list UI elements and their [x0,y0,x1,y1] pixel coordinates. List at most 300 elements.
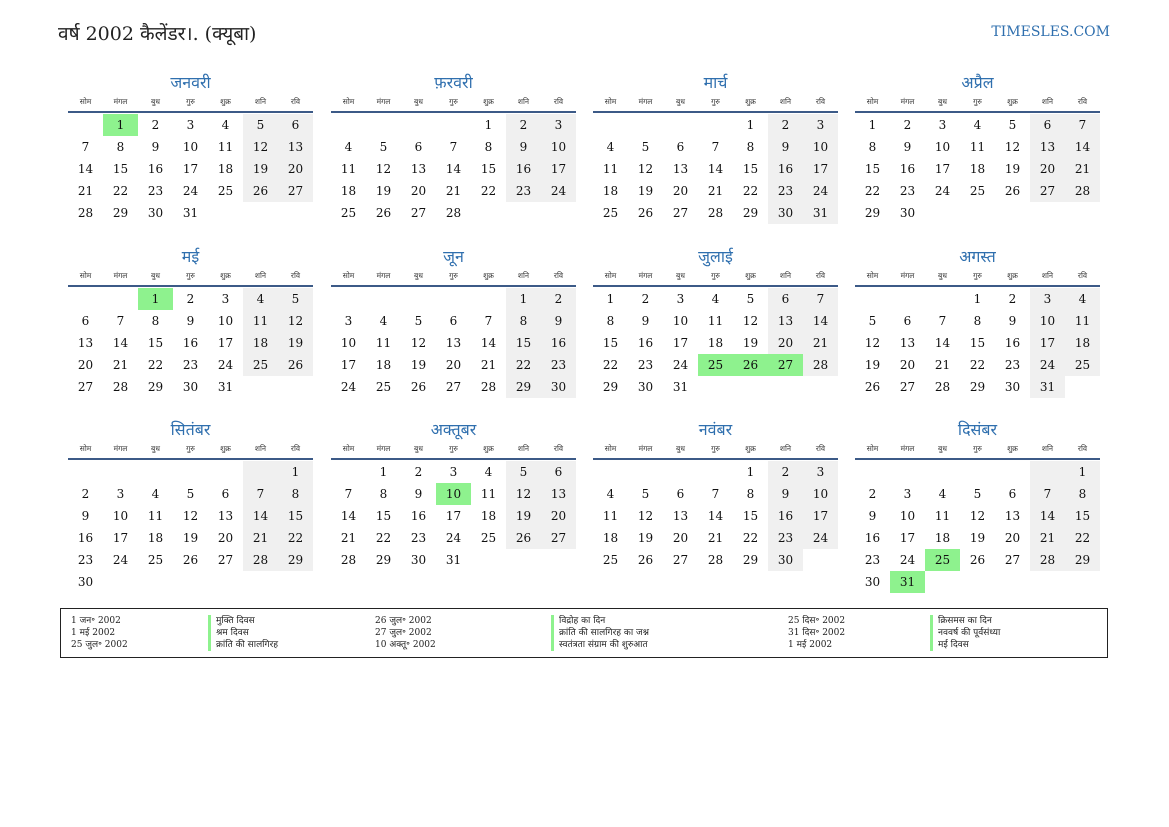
day-grid [593,461,838,571]
day-cell: 9 [768,136,803,158]
day-cell: 14 [480,336,497,350]
day-cell: 23 [77,553,94,567]
day-cell: 28 [1030,549,1065,571]
empty-cell [593,114,628,136]
empty-cell [995,461,1030,483]
day-cell: 14 [934,336,951,350]
weekday-label: रवि [1077,271,1088,280]
empty-cell [436,114,471,136]
weekday-label: मंगल [113,97,128,106]
weekday-label: बुध [938,271,947,280]
day-cell: 10 [217,314,234,328]
day-cell: 16 [506,158,541,180]
day-cell: 15 [480,162,497,176]
empty-cell [1065,571,1100,593]
legend-holiday-name: क्रांति की सालगिरह का जश्न [551,627,649,639]
day-cell: 14 [803,310,838,332]
day-cell: 20 [1004,531,1021,545]
weekday-label: शुक्र [483,97,494,106]
legend-date: 31 दिस॰ 2002 [788,628,846,638]
day-cell: 19 [742,336,759,350]
day-cell: 29 [864,206,881,220]
day-cell: 21 [707,531,724,545]
weekday-label: गुरु [449,271,458,280]
weekday-header [593,270,838,287]
weekday-header [68,96,313,113]
day-cell: 25 [969,184,986,198]
day-cell: 30 [768,549,803,571]
day-cell: 31 [182,206,199,220]
weekday-label: सोम [79,97,92,106]
day-cell: 12 [742,314,759,328]
weekday-label: बुध [151,271,160,280]
day-cell: 3 [449,465,458,479]
empty-cell [995,202,1030,224]
legend-date: 1 मई 2002 [788,640,833,650]
empty-cell [506,202,541,224]
day-cell: 9 [186,314,195,328]
empty-cell [103,461,138,483]
empty-cell [803,376,838,398]
day-cell: 15 [375,509,392,523]
day-cell: 21 [480,358,497,372]
day-cell: 26 [506,527,541,549]
day-cell: 15 [1065,505,1100,527]
weekday-label: बुध [151,444,160,453]
day-cell: 27 [1004,553,1021,567]
day-cell: 2 [868,487,877,501]
day-cell: 7 [484,314,493,328]
day-cell: 18 [969,162,986,176]
day-cell: 24 [340,380,357,394]
day-cell: 15 [969,336,986,350]
weekday-label: बुध [414,444,423,453]
legend-date: 27 जुल॰ 2002 [375,628,432,638]
day-cell: 2 [81,487,90,501]
day-cell: 29 [969,380,986,394]
holiday-legend [60,608,1108,658]
weekday-label: मंगल [900,444,915,453]
weekday-label: बुध [676,444,685,453]
day-cell: 20 [672,531,689,545]
weekday-label: गुरु [449,97,458,106]
month-block [593,419,838,571]
day-cell: 19 [410,358,427,372]
day-cell: 19 [1004,162,1021,176]
day-cell: 12 [637,162,654,176]
empty-cell [890,461,925,483]
day-cell: 27 [410,206,427,220]
day-cell: 27 [445,380,462,394]
day-cell: 18 [707,336,724,350]
weekday-label: मंगल [113,444,128,453]
month-block [855,246,1100,398]
empty-cell [960,461,995,483]
day-cell: 8 [151,314,160,328]
weekday-label: शनि [517,444,530,453]
month-name: सितंबर [170,420,211,439]
day-cell: 13 [445,336,462,350]
weekday-label: सोम [866,444,879,453]
day-cell: 11 [602,509,619,523]
day-cell: 19 [506,505,541,527]
day-cell: 25 [243,354,278,376]
weekday-header [68,270,313,287]
day-grid [855,288,1100,398]
day-cell: 19 [969,531,986,545]
month-block [68,419,313,593]
empty-cell [698,461,733,483]
day-cell: 12 [410,336,427,350]
month-name: अक्तूबर [430,420,477,439]
empty-cell [331,288,366,310]
empty-cell [331,461,366,483]
day-grid [855,461,1100,593]
day-cell: 13 [672,509,689,523]
day-cell: 19 [375,184,392,198]
day-cell: 14 [707,509,724,523]
day-cell: 25 [925,549,960,571]
empty-cell [208,202,243,224]
day-cell: 11 [1065,310,1100,332]
month-block [68,246,313,398]
day-cell: 3 [344,314,353,328]
weekday-label: सोम [866,271,879,280]
day-cell: 7 [344,487,353,501]
day-cell: 19 [637,184,654,198]
empty-cell [401,288,436,310]
weekday-header [593,96,838,113]
empty-cell [243,376,278,398]
weekday-label: शुक्र [483,271,494,280]
weekday-label: बुध [676,97,685,106]
day-cell: 17 [934,162,951,176]
empty-cell [698,114,733,136]
empty-cell [593,461,628,483]
day-cell: 28 [112,380,129,394]
day-cell: 5 [186,487,195,501]
day-cell: 16 [182,336,199,350]
empty-cell [436,288,471,310]
day-cell: 2 [1008,292,1017,306]
legend-holiday-name: क्रिसमस का दिन [930,615,1000,627]
day-cell: 12 [506,483,541,505]
empty-cell [68,461,103,483]
day-cell: 18 [602,531,619,545]
empty-cell [138,571,173,593]
empty-cell [68,114,103,136]
day-cell: 18 [480,509,497,523]
day-cell: 18 [340,184,357,198]
day-cell: 16 [899,162,916,176]
legend-date: 1 जन॰ 2002 [71,616,121,626]
day-cell: 15 [147,336,164,350]
day-cell: 6 [903,314,912,328]
weekday-label: गुरु [711,271,720,280]
day-cell: 15 [742,162,759,176]
day-cell: 26 [637,206,654,220]
day-cell: 19 [182,531,199,545]
weekday-label: शुक्र [483,444,494,453]
empty-cell [471,288,506,310]
weekday-header [331,96,576,113]
month-name: दिसंबर [957,420,998,439]
day-cell: 9 [506,136,541,158]
weekday-label: शुक्र [745,97,756,106]
empty-cell [208,461,243,483]
day-cell: 24 [182,184,199,198]
day-cell: 23 [637,358,654,372]
day-cell: 4 [379,314,388,328]
day-cell: 29 [147,380,164,394]
day-cell: 23 [147,184,164,198]
day-cell: 24 [899,553,916,567]
day-cell: 8 [506,310,541,332]
empty-cell [103,571,138,593]
month-name: जनवरी [170,73,211,92]
day-cell: 10 [899,509,916,523]
weekday-label: बुध [676,271,685,280]
empty-cell [471,202,506,224]
weekday-label: गुरु [973,444,982,453]
day-cell: 2 [903,118,912,132]
day-cell: 26 [410,380,427,394]
day-cell: 18 [243,332,278,354]
day-cell: 25 [602,553,619,567]
weekday-header [855,270,1100,287]
day-cell: 3 [903,487,912,501]
day-cell: 30 [182,380,199,394]
day-cell: 4 [151,487,160,501]
day-cell: 9 [903,140,912,154]
day-cell: 14 [707,162,724,176]
day-cell: 5 [414,314,423,328]
legend-date: 10 अक्तू॰ 2002 [375,640,436,650]
weekday-label: सोम [604,97,617,106]
day-cell: 21 [243,527,278,549]
empty-cell [506,549,541,571]
weekday-label: गुरु [186,444,195,453]
day-cell: 16 [768,158,803,180]
day-cell: 4 [1065,288,1100,310]
day-cell: 9 [868,509,877,523]
day-cell: 29 [1065,549,1100,571]
day-cell: 26 [637,553,654,567]
day-cell: 6 [414,140,423,154]
day-cell: 18 [375,358,392,372]
day-cell: 1 [506,288,541,310]
day-cell: 30 [1004,380,1021,394]
day-cell: 21 [77,184,94,198]
day-cell: 5 [973,487,982,501]
day-cell: 12 [864,336,881,350]
weekday-label: मंगल [376,97,391,106]
day-cell: 13 [217,509,234,523]
day-cell: 25 [1065,354,1100,376]
day-cell: 17 [112,531,129,545]
weekday-label: शुक्र [745,444,756,453]
day-cell: 7 [116,314,125,328]
day-cell: 4 [344,140,353,154]
day-cell: 23 [506,180,541,202]
page-title: वर्ष 2002 कैलेंडर।. (क्यूबा) [58,23,257,45]
month-name: जून [443,247,464,266]
day-cell: 8 [1065,483,1100,505]
day-cell: 1 [138,288,173,310]
empty-cell [541,202,576,224]
day-cell: 23 [182,358,199,372]
month-name: अप्रैल [961,73,994,92]
legend-names-2 [551,615,649,651]
day-cell: 22 [602,358,619,372]
day-cell: 18 [147,531,164,545]
day-cell: 20 [541,505,576,527]
weekday-label: रवि [290,444,301,453]
day-cell: 24 [445,531,462,545]
day-cell: 21 [340,531,357,545]
day-cell: 26 [1004,184,1021,198]
day-cell: 21 [1065,158,1100,180]
empty-cell [995,571,1030,593]
day-cell: 9 [414,487,423,501]
day-cell: 30 [77,575,94,589]
legend-date: 25 दिस॰ 2002 [788,616,846,626]
month-block [593,72,838,224]
day-cell: 11 [969,140,986,154]
day-cell: 2 [768,461,803,483]
day-cell: 28 [934,380,951,394]
weekday-label: शनि [254,444,267,453]
weekday-header [331,443,576,460]
day-cell: 12 [243,136,278,158]
day-cell: 16 [768,505,803,527]
empty-cell [663,461,698,483]
weekday-label: मंगल [638,271,653,280]
day-cell: 12 [969,509,986,523]
day-cell: 25 [602,206,619,220]
day-cell: 31 [217,380,234,394]
day-cell: 7 [1065,114,1100,136]
day-cell: 1 [379,465,388,479]
empty-cell [890,288,925,310]
month-block [855,419,1100,593]
day-cell: 10 [182,140,199,154]
day-cell: 14 [1065,136,1100,158]
day-cell: 25 [480,531,497,545]
weekday-label: शुक्र [220,444,231,453]
day-cell: 5 [1008,118,1017,132]
day-grid [331,114,576,224]
day-cell: 9 [1008,314,1017,328]
day-cell: 1 [973,292,982,306]
day-cell: 3 [803,114,838,136]
day-cell: 2 [151,118,160,132]
day-cell: 6 [676,487,685,501]
day-cell: 4 [973,118,982,132]
empty-cell [628,114,663,136]
day-cell: 11 [340,162,357,176]
empty-cell [960,202,995,224]
day-cell: 3 [186,118,195,132]
empty-cell [366,114,401,136]
day-cell: 5 [641,140,650,154]
day-cell: 22 [742,531,759,545]
weekday-header [593,443,838,460]
day-cell: 10 [1030,310,1065,332]
empty-cell [1065,376,1100,398]
day-cell: 7 [81,140,90,154]
empty-cell [1030,571,1065,593]
weekday-label: शुक्र [1007,97,1018,106]
month-name: मार्च [703,73,728,92]
day-cell: 8 [868,140,877,154]
day-cell: 29 [506,376,541,398]
day-grid [593,114,838,224]
weekday-label: मंगल [113,271,128,280]
day-cell: 8 [484,140,493,154]
empty-cell [925,571,960,593]
weekday-label: गुरु [186,271,195,280]
weekday-label: शनि [517,271,530,280]
day-cell: 27 [217,553,234,567]
day-cell: 18 [217,162,234,176]
day-cell: 13 [278,136,313,158]
weekday-label: शनि [517,97,530,106]
day-cell: 1 [278,461,313,483]
day-cell: 20 [672,184,689,198]
day-cell: 6 [676,140,685,154]
day-cell: 20 [1030,158,1065,180]
day-cell: 30 [768,202,803,224]
day-cell: 11 [934,509,951,523]
day-cell: 10 [541,136,576,158]
weekday-label: शुक्र [1007,271,1018,280]
month-block [331,246,576,398]
day-cell: 1 [484,118,493,132]
weekday-label: शुक्र [1007,444,1018,453]
day-grid [68,288,313,398]
day-cell: 11 [602,162,619,176]
day-cell: 5 [278,288,313,310]
weekday-label: शनि [779,444,792,453]
day-cell: 27 [672,206,689,220]
day-cell: 6 [81,314,90,328]
empty-cell [331,114,366,136]
month-name: जुलाई [698,247,733,266]
day-cell: 15 [864,162,881,176]
weekday-label: सोम [342,97,355,106]
day-cell: 7 [1030,483,1065,505]
day-cell: 27 [77,380,94,394]
site-link[interactable]: TIMESLES.COM [991,24,1110,40]
day-cell: 10 [803,483,838,505]
day-cell: 6 [1008,487,1017,501]
empty-cell [698,376,733,398]
day-cell: 6 [449,314,458,328]
day-cell: 25 [147,553,164,567]
day-cell: 24 [934,184,951,198]
day-cell: 27 [541,527,576,549]
day-cell: 4 [484,465,493,479]
day-grid [331,288,576,398]
day-cell: 26 [243,180,278,202]
weekday-label: मंगल [638,444,653,453]
weekday-label: रवि [1077,97,1088,106]
month-name: मई [181,247,200,266]
day-cell: 7 [711,140,720,154]
day-cell: 2 [506,114,541,136]
weekday-label: शुक्र [220,271,231,280]
